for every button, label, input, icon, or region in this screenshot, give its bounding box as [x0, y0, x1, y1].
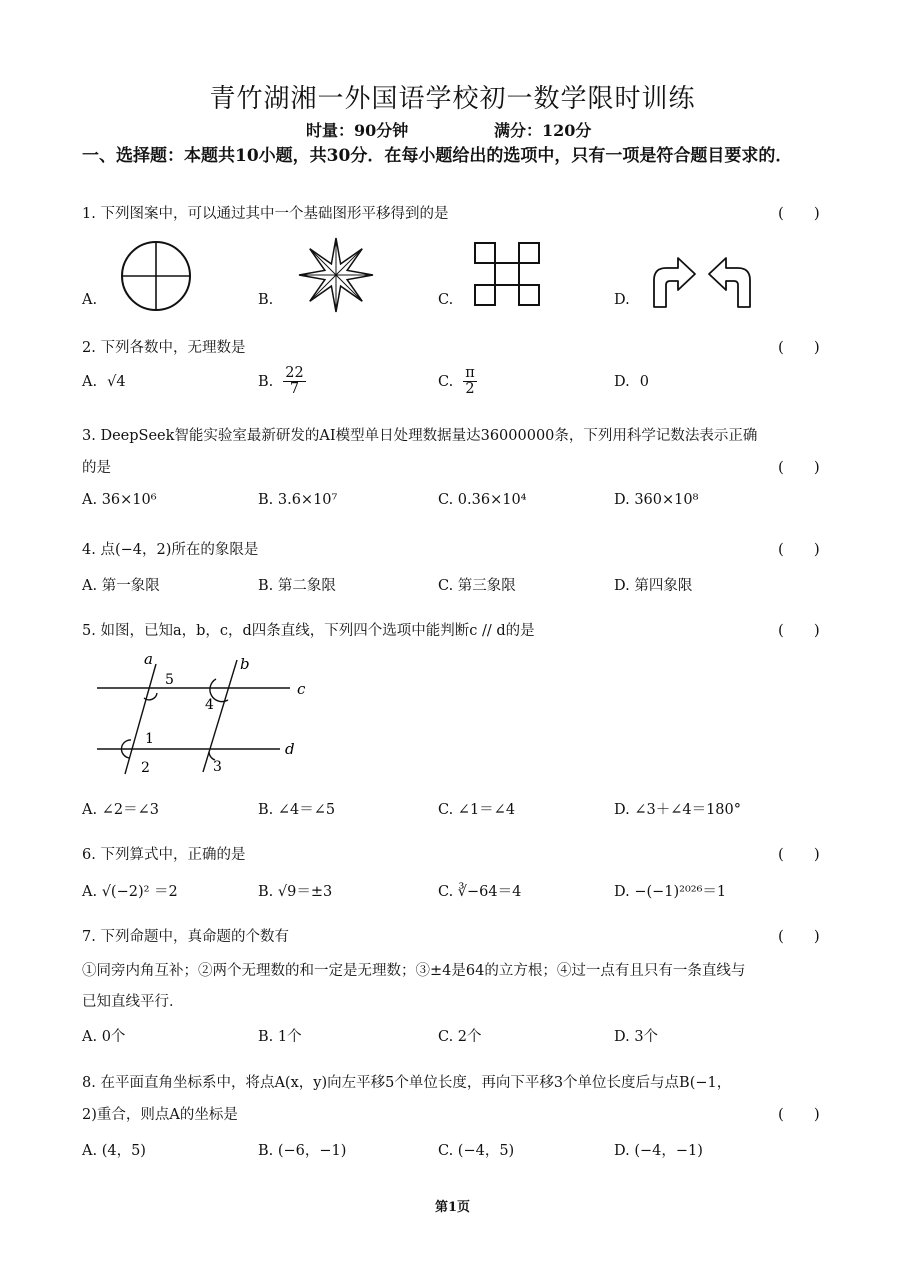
fraction [283, 366, 305, 397]
q1-option-d-label: D. [614, 292, 630, 308]
q7-option-d: D. 3个 [614, 1029, 659, 1045]
q8-option-d: D. (−4，−1) [614, 1143, 703, 1159]
answer-blank-6: ( ) [778, 845, 820, 863]
question-7-stem: 7. 下列命题中，真命题的个数有 [82, 929, 289, 945]
q1-option-c-label: C. [438, 292, 454, 308]
angle-4-label: 4 [205, 697, 214, 713]
section-heading: 一、选择题：本题共10小题，共30分．在每小题给出的选项中，只有一项是符合题目要求的． [82, 146, 793, 166]
q5-option-d: D. ∠3＋∠4＝180° [614, 802, 742, 818]
q8-option-c: C. (−4，5) [438, 1143, 515, 1159]
square-cross-pattern-icon [472, 240, 546, 310]
question-2-stem: 2. 下列各数中，无理数是 [82, 340, 246, 356]
q7-option-c: C. 2个 [438, 1029, 482, 1045]
q4-option-b: B. 第二象限 [258, 578, 336, 594]
question-1-stem: 1. 下列图案中，可以通过其中一个基础图形平移得到的是 [82, 206, 449, 222]
q2-option-c [438, 366, 477, 397]
question-8-stem: 8. 在平面直角坐标系中，将点A(x，y)向左平移5个单位长度，再向下平移3个单位长度后与点B(−1， [82, 1075, 732, 1091]
q6-option-b: B. √9＝±3 [258, 884, 333, 900]
option-label: C. [438, 373, 454, 390]
question-3-stem: 3. DeepSeek智能实验室最新研发的AI模型单日处理数据量达36000000条，下列用科学记数法表示正确 [82, 428, 758, 444]
option-value: 0 [639, 374, 649, 390]
parallel-lines-figure [92, 648, 312, 780]
numerator: π [465, 365, 475, 381]
q8-option-a: A. (4，5) [82, 1143, 146, 1159]
line-c-label: c [297, 680, 306, 698]
page-number: 第1页 [434, 1200, 471, 1215]
q6-option-d: D. −(−1)²⁰²⁶＝1 [614, 884, 727, 900]
question-6-stem: 6. 下列算式中，正确的是 [82, 847, 246, 863]
q5-option-b: B. ∠4＝∠5 [258, 802, 336, 818]
q8-option-b: B. (−6，−1) [258, 1143, 347, 1159]
line-d-label: d [285, 740, 295, 758]
fraction [463, 366, 477, 397]
question-4-stem: 4. 点(−4，2)所在的象限是 [82, 542, 259, 558]
q2-option-b [258, 366, 306, 397]
q4-option-a: A. 第一象限 [82, 578, 160, 594]
option-label: A. [82, 374, 98, 390]
q3-option-a: A. 36×10⁶ [82, 492, 157, 508]
question-7-statements: ①同旁内角互补；②两个无理数的和一定是无理数；③±4是64的立方根；④过一点有且只有一条直线与 [82, 963, 746, 979]
option-value: √4 [107, 374, 126, 390]
q2-option-d [614, 374, 649, 390]
denominator: 7 [289, 381, 300, 397]
q4-option-c: C. 第三象限 [438, 578, 516, 594]
q1-option-b-label: B. [258, 292, 274, 308]
line-b-label: b [240, 655, 250, 673]
q7-option-b: B. 1个 [258, 1029, 302, 1045]
line-a-label: a [144, 650, 153, 668]
denominator: 2 [465, 381, 475, 397]
angle-2-label: 2 [141, 760, 150, 776]
q7-option-a: A. 0个 [82, 1029, 126, 1045]
eight-point-star-icon [296, 235, 376, 315]
angle-1-label: 1 [145, 731, 154, 747]
answer-blank-4: ( ) [778, 540, 820, 558]
q2-option-a [82, 374, 126, 390]
answer-blank-5: ( ) [778, 621, 820, 639]
turn-arrows-icon [648, 254, 756, 310]
question-5-stem: 5. 如图，已知a，b，c，d四条直线，下列四个选项中能判断c // d的是 [82, 623, 535, 639]
option-label: B. [258, 373, 274, 390]
question-3-stem-cont: 的是 [82, 460, 111, 476]
answer-blank-1: ( ) [778, 204, 820, 222]
q3-option-c: C. 0.36×10⁴ [438, 492, 527, 508]
full-score: 满分：120分 [494, 121, 592, 140]
answer-blank-2: ( ) [778, 338, 820, 356]
q1-option-a-label: A. [82, 292, 98, 308]
angle-3-label: 3 [213, 759, 222, 775]
option-label: D. [614, 374, 630, 390]
question-7-statements-cont: 已知直线平行． [82, 994, 184, 1010]
q6-option-a: A. √(−2)² ＝2 [82, 884, 178, 900]
answer-blank-7: ( ) [778, 927, 820, 945]
q5-option-c: C. ∠1＝∠4 [438, 802, 516, 818]
circle-quadrants-icon [118, 241, 196, 311]
q3-option-b: B. 3.6×10⁷ [258, 492, 338, 508]
q6-option-c: C. ∛−64＝4 [438, 884, 522, 900]
time-limit: 时量：90分钟 [306, 121, 409, 140]
question-8-stem-cont: 2)重合，则点A的坐标是 [82, 1107, 238, 1123]
angle-5-label: 5 [165, 672, 174, 688]
numerator: 22 [285, 365, 304, 381]
answer-blank-3: ( ) [778, 458, 820, 476]
q3-option-d: D. 360×10⁸ [614, 492, 699, 508]
q5-option-a: A. ∠2＝∠3 [82, 802, 159, 818]
answer-blank-8: ( ) [778, 1105, 820, 1123]
q4-option-d: D. 第四象限 [614, 578, 693, 594]
page-title: 青竹湖湘一外国语学校初一数学限时训练 [209, 84, 696, 114]
